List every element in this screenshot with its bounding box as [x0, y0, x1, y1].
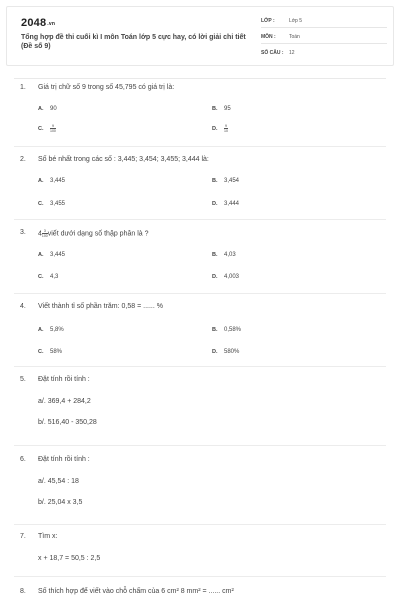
- option-d[interactable]: [212, 349, 239, 355]
- question-divider: [14, 146, 386, 147]
- option-b[interactable]: [212, 252, 236, 258]
- option-d[interactable]: [212, 124, 228, 133]
- question-text: Số bé nhất trong các số : 3,445; 3,454; 3,455; 3,444 là:: [38, 156, 209, 163]
- question-number: 3.: [20, 229, 26, 236]
- option-value: 3,445: [50, 252, 66, 258]
- question-text: [38, 229, 148, 238]
- option-letter: D.: [212, 126, 218, 133]
- option-value: 4,3: [50, 274, 59, 280]
- sub-question-a: a/. 369,4 + 284,2: [38, 398, 91, 405]
- question-text-rest: viết dưới dạng số thập phân là ?: [47, 230, 149, 238]
- question-divider: [14, 576, 386, 577]
- option-letter: B.: [212, 178, 218, 184]
- question-text: Giá trị chữ số 9 trong số 45,795 có giá trị là:: [38, 84, 175, 91]
- worksheet-header: [6, 6, 394, 66]
- option-value: 580%: [224, 349, 240, 355]
- option-value: 3,454: [224, 178, 240, 184]
- logo-suffix: .vn: [47, 21, 56, 27]
- option-value: 3,455: [50, 201, 66, 207]
- meta-label: MÔN :: [261, 34, 276, 40]
- logo-text: 2048: [21, 17, 47, 29]
- option-letter: B.: [212, 327, 218, 333]
- fraction-denominator: 10: [224, 129, 228, 133]
- question-divider: [14, 524, 386, 525]
- question-divider: [14, 445, 386, 446]
- option-value: 4,03: [224, 252, 236, 258]
- option-letter: A.: [38, 327, 44, 333]
- fraction-denominator: 100: [50, 129, 56, 133]
- sub-question-a: a/. 45,54 : 18: [38, 478, 79, 485]
- fraction-denominator: 100: [41, 234, 48, 238]
- question-number: 7.: [20, 533, 26, 540]
- site-logo[interactable]: [21, 17, 55, 29]
- question-divider: [14, 366, 386, 367]
- option-c[interactable]: [38, 124, 56, 133]
- option-letter: D.: [212, 201, 218, 207]
- option-a[interactable]: [38, 252, 65, 258]
- option-value: 95: [224, 106, 231, 112]
- meta-label: SỐ CÂU :: [261, 50, 284, 56]
- meta-value: 12: [289, 50, 295, 56]
- option-letter: A.: [38, 106, 44, 112]
- option-letter: C.: [38, 126, 44, 133]
- question-number: 6.: [20, 456, 26, 463]
- option-value: 90: [50, 106, 57, 112]
- meta-value: Lớp 5: [289, 18, 303, 24]
- option-letter: C.: [38, 274, 44, 280]
- question-text: Viết thành tỉ số phần trăm: 0,58 = ...... %: [38, 303, 163, 310]
- question-number: 8.: [20, 588, 26, 595]
- option-b[interactable]: [212, 106, 231, 112]
- option-value: 3,445: [50, 178, 66, 184]
- question-text: Số thích hợp để viết vào chỗ chấm của 6 cm² 8 mm² = ...... cm²: [38, 588, 234, 595]
- question-divider: [14, 219, 386, 220]
- fraction-numerator: 9: [51, 124, 54, 128]
- fraction-numerator: 3: [43, 229, 46, 233]
- meta-value: Toán: [289, 34, 300, 40]
- option-fraction: [50, 124, 56, 133]
- question-number: 4.: [20, 303, 26, 310]
- question-text: Đặt tính rồi tính :: [38, 456, 90, 463]
- option-letter: D.: [212, 274, 218, 280]
- option-letter: A.: [38, 178, 44, 184]
- sub-question-b: b/. 25,04 x 3,5: [38, 499, 83, 506]
- meta-row-class: [261, 15, 387, 28]
- meta-label: LỚP :: [261, 18, 275, 24]
- option-c[interactable]: [38, 274, 58, 280]
- option-d[interactable]: [212, 274, 239, 280]
- option-value: 4,003: [224, 274, 240, 280]
- option-value: 0,58%: [224, 327, 242, 333]
- option-c[interactable]: [38, 349, 62, 355]
- fraction-numerator: 9: [224, 124, 227, 128]
- question-divider: [14, 293, 386, 294]
- option-value: 58%: [50, 349, 63, 355]
- option-a[interactable]: [38, 178, 65, 184]
- option-letter: A.: [38, 252, 44, 258]
- meta-row-count: [261, 47, 387, 59]
- option-b[interactable]: [212, 178, 239, 184]
- option-letter: C.: [38, 201, 44, 207]
- question-text: Tìm x:: [38, 533, 58, 540]
- option-a[interactable]: [38, 327, 64, 333]
- option-letter: D.: [212, 349, 218, 355]
- option-fraction: [224, 124, 228, 133]
- option-a[interactable]: [38, 106, 57, 112]
- header-divider: [14, 78, 386, 79]
- option-value: 3,444: [224, 201, 240, 207]
- option-letter: B.: [212, 106, 218, 112]
- question-number: 1.: [20, 84, 26, 91]
- question-number: 5.: [20, 376, 26, 383]
- question-text: Đặt tính rồi tính :: [38, 376, 90, 383]
- sub-question-b: b/. 516,40 - 350,28: [38, 419, 97, 426]
- option-letter: C.: [38, 349, 44, 355]
- option-b[interactable]: [212, 327, 241, 333]
- meta-row-subject: [261, 31, 387, 44]
- document-title: Tổng hợp đề thi cuối kì I môn Toán lớp 5 cực hay, có lời giải chi tiết (Đề số 9): [21, 34, 246, 50]
- mixed-number-whole: 4: [38, 230, 42, 238]
- question-number: 2.: [20, 156, 26, 163]
- option-d[interactable]: [212, 201, 239, 207]
- option-value: 5,8%: [50, 327, 64, 333]
- option-letter: B.: [212, 252, 218, 258]
- option-c[interactable]: [38, 201, 65, 207]
- equation-line: x + 18,7 = 50,5 : 2,5: [38, 555, 101, 562]
